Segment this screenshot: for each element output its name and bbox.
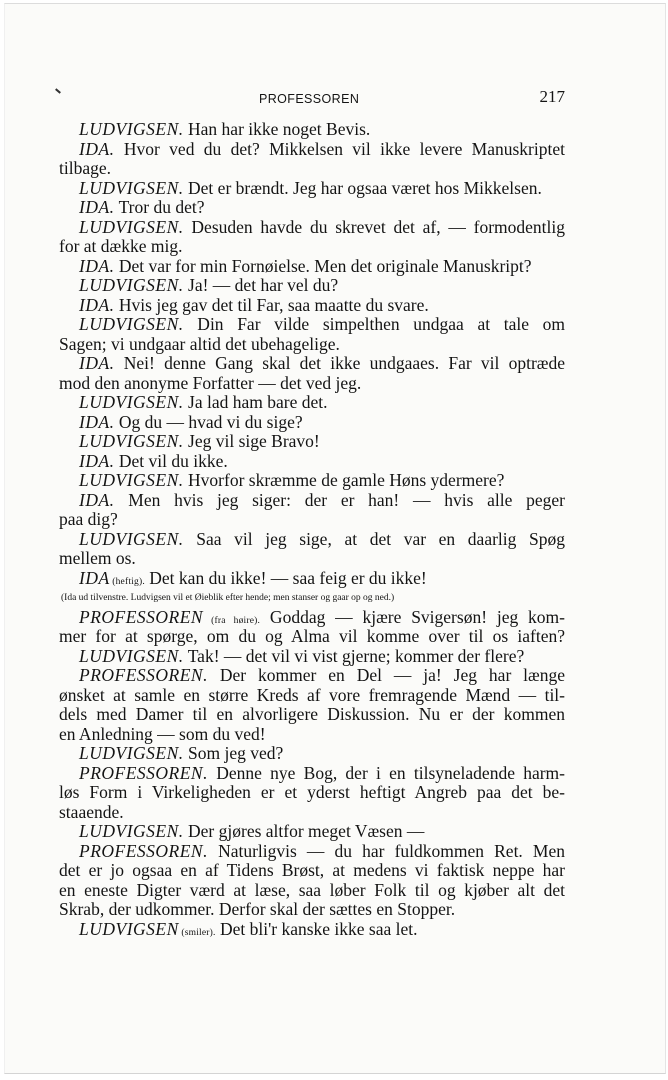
dialogue-line (59, 491, 565, 511)
continuation-line (59, 881, 565, 901)
line-text: dels med Damer til en alvorligere Diskussion. Nu er der kommen (59, 705, 565, 724)
line-text: Sagen; vi undgaar altid det ubehagelige. (59, 333, 340, 354)
speaker-name: IDA. (79, 197, 115, 217)
dialogue-line (59, 647, 565, 667)
line-text: Saa vil jeg sige, at det var en daarlig Spøg (183, 529, 565, 549)
page-number: 217 (539, 87, 565, 106)
line-text: tilbage. (59, 158, 111, 178)
dialogue-line (59, 120, 565, 140)
speaker-name: IDA. (79, 411, 115, 432)
dialogue-line (59, 452, 565, 472)
running-title: PROFESSOREN (259, 92, 360, 106)
line-text: Det var for min Fornøielse. Men det originale Manuskript? (114, 255, 532, 276)
line-text: Desuden havde du skrevet det af, — formodentlig (183, 217, 565, 237)
speaker-name: LUDVIGSEN. (79, 470, 184, 490)
stage-direction-inline: (smiler). (178, 927, 216, 938)
dialogue-line (59, 744, 565, 764)
line-text: Men hvis jeg siger: der er han! — hvis alle peger (114, 490, 565, 510)
line-text: mellem os. (59, 548, 136, 568)
line-text: en eneste Digter værd at læse, saa løber Folk til og kjøber alt det (59, 880, 565, 900)
line-text: ønsket at samle en større Kreds af vore fremragende Mænd — til- (59, 685, 565, 705)
dialogue-line (59, 530, 565, 550)
line-text: Det bli'r kanske ikke saa let. (215, 918, 418, 939)
continuation-line (59, 861, 565, 881)
speaker-name: LUDVIGSEN. (79, 275, 184, 295)
line-text: Hvis jeg gav det til Far, saa maatte du svare. (114, 294, 429, 315)
dialogue-line (59, 179, 565, 199)
continuation-line (59, 627, 565, 647)
dialogue-line (59, 666, 565, 686)
dialogue-line (59, 315, 565, 335)
line-text: Hvorfor skræmme de gamle Høns ydermere? (183, 470, 505, 490)
dialogue-line (59, 822, 565, 842)
line-text: Det kan du ikke! — saa feig er du ikke! (144, 567, 427, 588)
line-text: Denne nye Bog, der i en tilsyneladende harm- (207, 763, 565, 783)
continuation-line (59, 705, 565, 725)
line-text: Tak! — det vil vi vist gjerne; kommer der flere? (183, 645, 525, 666)
speaker-name: PROFESSOREN. (79, 763, 208, 783)
dialogue-line (59, 393, 565, 413)
book-page (4, 3, 666, 1074)
dialogue-line (59, 569, 565, 589)
continuation-line (59, 725, 565, 745)
speaker-name: IDA (79, 567, 110, 588)
dialogue-line (59, 413, 565, 433)
dialogue-line (59, 842, 565, 862)
dialogue-line (59, 432, 565, 452)
line-text: Han har ikke noget Bevis. (183, 119, 371, 139)
speaker-name: LUDVIGSEN (79, 918, 179, 939)
line-text: Det er brændt. Jeg har ogsaa været hos Mikkelsen. (183, 177, 542, 198)
speaker-name: IDA. (79, 294, 115, 315)
continuation-line (59, 783, 565, 803)
speaker-name: LUDVIGSEN. (79, 217, 184, 237)
line-text: staaende. (59, 801, 124, 822)
line-text: mod den anonyme Forfatter — det ved jeg. (59, 372, 362, 393)
line-text: Naturligvis — du har fuldkommen Ret. Men (207, 841, 565, 861)
line-text: for at dække mig. (59, 236, 183, 256)
speaker-name: LUDVIGSEN. (79, 392, 184, 412)
speaker-name: IDA. (79, 139, 115, 159)
line-text: Goddag — kjære Svigersøn! jeg kom- (260, 607, 565, 627)
line-text: løs Form i Virkeligheden er et yderst heftigt Angreb paa det be- (59, 783, 565, 802)
page-header (59, 87, 565, 109)
line-text: Som jeg ved? (183, 743, 284, 763)
speaker-name: LUDVIGSEN. (79, 119, 184, 139)
continuation-line (59, 335, 565, 355)
continuation-line (59, 510, 565, 530)
line-text: mer for at spørge, om du og Alma vil komme over til os iaften? (59, 627, 565, 646)
line-text: Din Far vilde simpelthen undgaa at tale om (183, 315, 565, 334)
speaker-name: LUDVIGSEN. (79, 821, 184, 841)
line-text: paa dig? (59, 509, 118, 529)
line-text: Jeg vil sige Bravo! (183, 431, 320, 451)
dialogue-line (59, 276, 565, 296)
continuation-line (59, 159, 565, 179)
continuation-line (59, 686, 565, 706)
speaker-name: IDA. (79, 450, 115, 471)
speaker-name: PROFESSOREN. (79, 841, 208, 861)
speaker-name: LUDVIGSEN. (79, 315, 184, 334)
speaker-name: LUDVIGSEN. (79, 645, 184, 666)
dialogue-line (59, 608, 565, 628)
line-text: en Anledning — som du ved! (59, 723, 266, 744)
dialogue-line (59, 920, 565, 940)
speaker-name: LUDVIGSEN. (79, 529, 184, 549)
dialogue-line (59, 764, 565, 784)
line-text: Der gjøres altfor meget Væsen — (183, 821, 425, 841)
continuation-line (59, 900, 565, 920)
line-text: Tror du det? (114, 197, 205, 217)
dialogue-line (59, 471, 565, 491)
line-text: Det vil du ikke. (114, 450, 228, 471)
line-text: Der kommer en Del — ja! Jeg har længe (207, 666, 565, 685)
dialogue-line (59, 140, 565, 160)
dialogue-line (59, 198, 565, 218)
stage-direction: (Ida ud tilvenstre. Ludvigsen vil et Øieblik efter hende; men stanser og gaar op og ned.) (61, 593, 395, 603)
line-text: det er jo ogsaa en af Tidens Brøst, at medens vi faktisk neppe har (59, 861, 565, 880)
line-text: Nei! denne Gang skal det ikke undgaaes. Far vil optræde (114, 354, 565, 373)
speaker-name: IDA. (79, 354, 115, 373)
continuation-line (59, 803, 565, 823)
dialogue-line (59, 296, 565, 316)
line-text: Og du — hvad vi du sige? (114, 411, 303, 432)
line-text: Hvor ved du det? Mikkelsen vil ikke levere Manuskriptet (114, 139, 565, 159)
speaker-name: PROFESSOREN (79, 607, 204, 627)
continuation-line (59, 374, 565, 394)
stage-direction-inline: (fra høire). (203, 615, 261, 626)
line-text: Ja lad ham bare det. (183, 392, 328, 412)
speaker-name: IDA. (79, 490, 115, 510)
dialogue-line (59, 257, 565, 277)
continuation-line (59, 549, 565, 569)
speaker-name: PROFESSOREN. (79, 666, 208, 685)
stage-direction-inline: (heftig). (109, 576, 145, 587)
line-text: Ja! — det har vel du? (183, 275, 339, 295)
speaker-name: LUDVIGSEN. (79, 177, 184, 198)
play-text (59, 120, 565, 939)
dialogue-line (59, 218, 565, 238)
speaker-name: IDA. (79, 255, 115, 276)
dialogue-line (59, 354, 565, 374)
speaker-name: LUDVIGSEN. (79, 431, 184, 451)
continuation-line (59, 237, 565, 257)
line-text: Skrab, der udkommer. Derfor skal der sættes en Stopper. (59, 899, 456, 919)
speaker-name: LUDVIGSEN. (79, 743, 184, 763)
